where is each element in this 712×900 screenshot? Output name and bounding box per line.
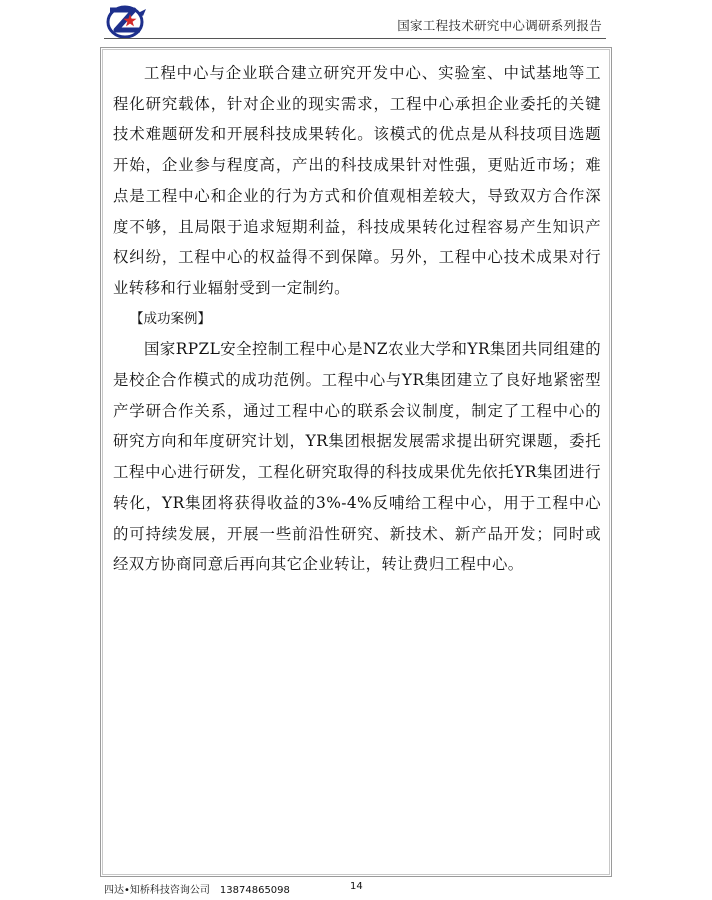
paragraph-success-case: 国家RPZL安全控制工程中心是NZ农业大学和YR集团共同组建的是校企合作模式的成功范例。工程中心与YR集团建立了良好地紧密型产学研合作关系，通过工程中心的联系会议制度，制定了工程中心的研究方向和年度研究计划，YR集团根据发展需求提出研究课题，委托工程中心进行研发，工程化研究取得的科技成果优先依托YR集团进行转化，YR集团将获得收益的3%-4%反哺给工程中心，用于工程中心的可持续发展，开展一些前沿性研究、新技术、新产品开发；同时或经双方协商同意后再向其它企业转让，转让费归工程中心。 <box>113 340 601 574</box>
header-divider <box>104 38 606 39</box>
footer-phone: 13874865098 <box>219 885 290 896</box>
company-logo <box>104 4 148 40</box>
success-case-heading: 【成功案例】 <box>130 310 211 327</box>
report-series-title: 国家工程技术研究中心调研系列报告 <box>397 18 602 33</box>
footer-company-name: 四达•知桥科技咨询公司 <box>104 885 210 896</box>
paragraph-cooperation-mode: 工程中心与企业联合建立研究开发中心、实验室、中试基地等工程化研究载体，针对企业的现实需求，工程中心承担企业委托的关键技术难题研发和开展科技成果转化。该模式的优点是从科技项目选题开始，企业参与程度高，产出的科技成果针对性强，更贴近市场；难点是工程中心和企业的行为方式和价值观相差较大，导致双方合作深度不够，且局限于追求短期利益，科技成果转化过程容易产生知识产权纠纷，工程中心的权益得不到保障。另外，工程中心技术成果对行业转移和行业辐射受到一定制约。 <box>113 64 601 297</box>
footer-company <box>104 881 290 896</box>
main-content <box>113 58 601 580</box>
page-number: 14 <box>350 881 363 892</box>
